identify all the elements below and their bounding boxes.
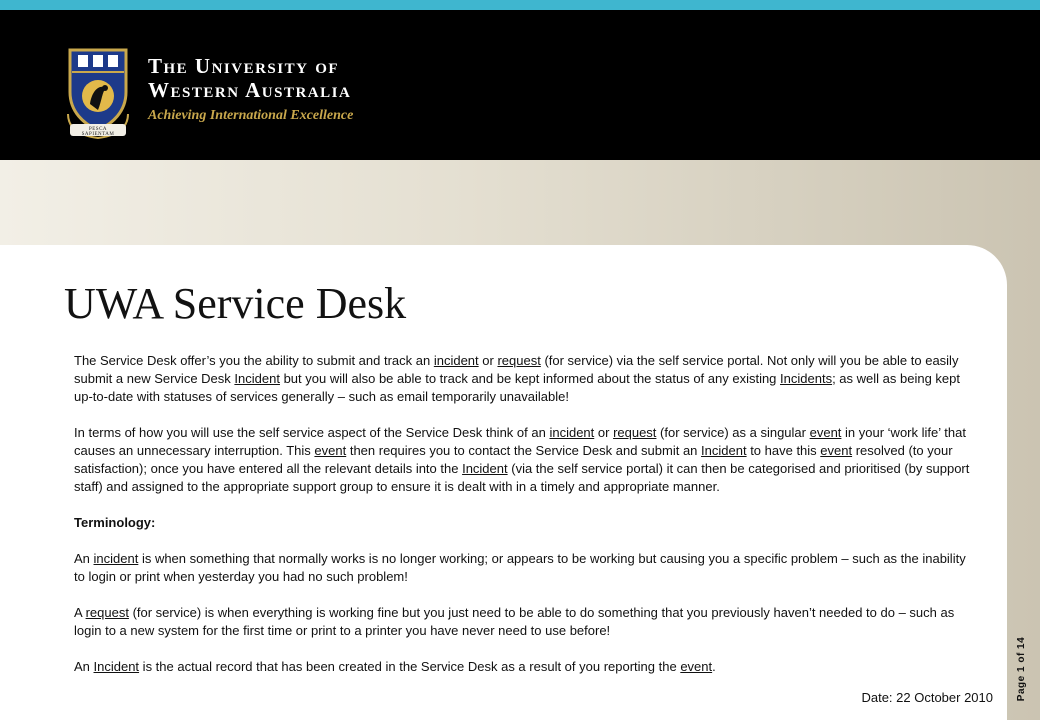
usage-paragraph: In terms of how you will use the self service aspect of the Service Desk think of an incident or request (for service) as a singular event in your ‘work life’ that causes an unnecessary interruption. This event then requires you to contact the Service Desk and submit an Incident to have this event resolved (to your satisfaction); once you have entered all the relevant details into the Incident (via the self service portal) it can then be categorised and prioritised (by support staff) and assigned to the appropriate support group to ensure it is dealt with in a timely and appropriate manner. bbox=[74, 425, 970, 494]
crest-motto: PESCA SAPIENTAM bbox=[81, 127, 115, 137]
university-name-line2: Western Australia bbox=[148, 78, 352, 102]
university-wordmark bbox=[148, 54, 353, 124]
header-banner bbox=[0, 10, 1040, 160]
page-number-label: Page 1 of 14 bbox=[1016, 636, 1027, 702]
request-definition: A request (for service) is when everything is working fine but you just need to be able to do something that you previously haven’t needed to do – such as login to a new system for the first time or print to a printer you have never need to use before! bbox=[74, 605, 955, 638]
university-tagline: Achieving International Excellence bbox=[148, 108, 354, 123]
terminology-heading: Terminology: bbox=[74, 515, 156, 530]
accent-strip bbox=[0, 0, 1040, 10]
document-date: Date: 22 October 2010 bbox=[861, 690, 993, 705]
uwa-crest-icon bbox=[62, 44, 134, 140]
intro-paragraph: The Service Desk offer’s you the ability to submit and track an incident or request (for service) via the self service portal. Not only will you be able to easily submit a new Service Desk Incident but you will also be able to track and be kept informed about the status of any existing Incidents; as well as being kept up-to-date with statuses of services generally – such as email temporarily unavailable! bbox=[74, 353, 960, 404]
page-title: UWA Service Desk bbox=[64, 279, 407, 328]
incident-definition: An incident is when something that normally works is no longer working; or appears to be working but causing you a specific problem – such as the inability to login or print when yesterday you had no such problem! bbox=[74, 551, 966, 584]
university-name-line1: The University of bbox=[148, 54, 340, 78]
incident-record-definition: An Incident is the actual record that has been created in the Service Desk as a result of you reporting the event. bbox=[74, 659, 716, 674]
body-text bbox=[74, 352, 974, 676]
page-number bbox=[1016, 629, 1030, 709]
